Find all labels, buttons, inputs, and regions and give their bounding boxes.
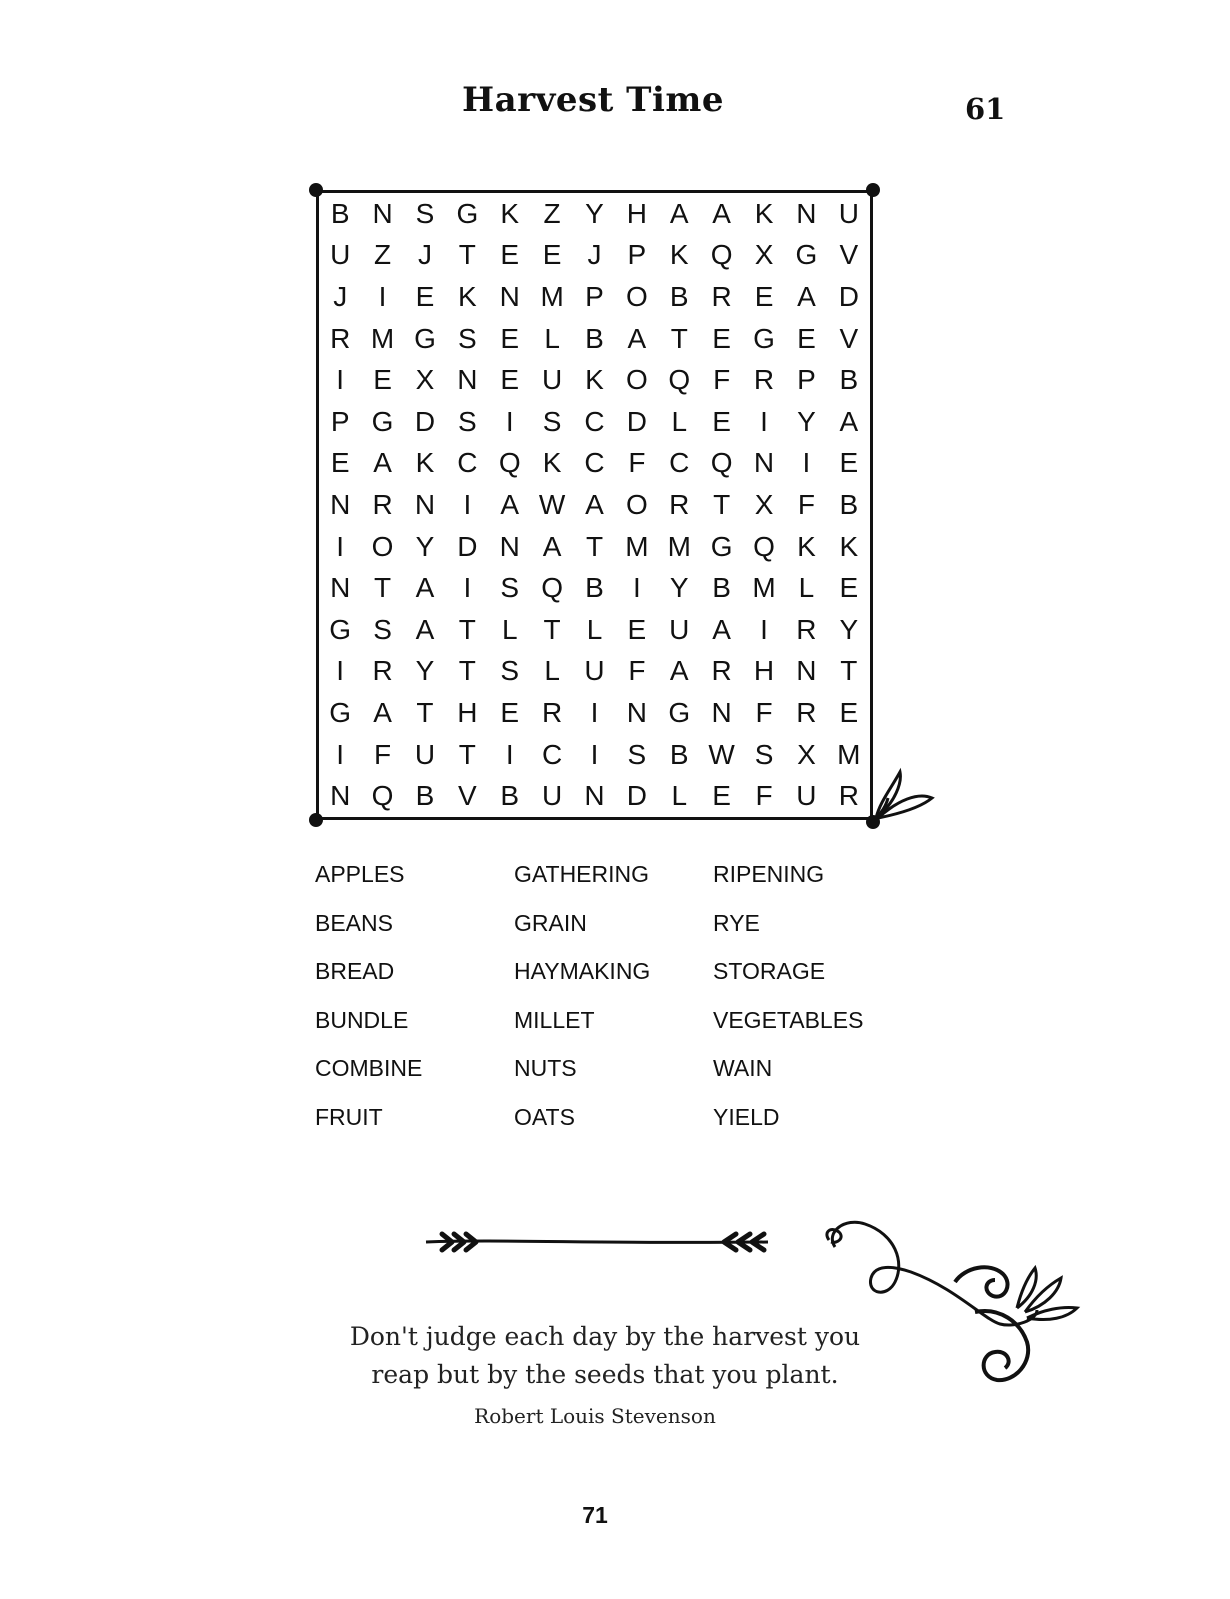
grid-letter: I (336, 530, 345, 562)
grid-letter: S (627, 738, 647, 770)
grid-letter: I (590, 696, 599, 728)
word-list-item: COMBINE (315, 1055, 423, 1082)
grid-letter: G (329, 696, 352, 728)
grid-letter: I (463, 488, 472, 520)
grid-letter: V (457, 780, 477, 812)
grid-letter: D (457, 530, 478, 562)
grid-letter: N (796, 655, 817, 687)
grid-letter: E (500, 364, 520, 396)
grid-letter: R (541, 696, 563, 728)
grid-letter: X (797, 738, 816, 770)
grid-letter: N (457, 364, 478, 396)
grid-letter: I (760, 613, 768, 645)
grid-letter: B (712, 572, 731, 604)
grid-letter: F (755, 780, 773, 812)
grid-letter: S (500, 572, 520, 604)
grid-letter: Q (498, 447, 521, 479)
arrow-divider-ornament (422, 1222, 772, 1262)
grid-letter: U (541, 364, 563, 396)
grid-letter: Y (839, 613, 859, 645)
grid-letter: I (378, 280, 387, 312)
grid-letter: E (627, 613, 647, 645)
grid-letter: H (457, 696, 478, 728)
word-list-item: YIELD (713, 1103, 780, 1130)
grid-letter: T (713, 488, 731, 520)
grid-letter: X (754, 488, 774, 520)
word-list-item: BEANS (315, 909, 393, 936)
grid-letter: N (414, 488, 436, 520)
grid-letter: T (416, 696, 434, 728)
grid-letter: T (543, 613, 561, 645)
grid-letter: C (584, 405, 605, 437)
grid-letter: G (795, 239, 818, 271)
grid-letter: N (711, 696, 732, 728)
grid-letter: K (754, 197, 774, 229)
word-list-item: WAIN (713, 1055, 773, 1082)
grid-letter: G (456, 197, 479, 229)
grid-letter: C (457, 447, 478, 479)
grid-letter: R (711, 655, 732, 687)
word-list-item: RIPENING (713, 861, 825, 887)
grid-letter: W (708, 738, 735, 770)
grid-letter: E (839, 447, 859, 479)
grid-letter: R (669, 488, 690, 520)
grid-letter: T (458, 655, 476, 687)
grid-letter: I (590, 738, 599, 770)
grid-letter: B (669, 280, 689, 312)
grid-letter: E (500, 322, 520, 354)
grid-letter: I (760, 405, 768, 437)
grid-letter: Y (669, 572, 689, 604)
grid-letter: L (544, 322, 560, 354)
grid-letter: N (330, 572, 351, 604)
grid-letter: A (712, 197, 731, 229)
grid-letter: R (330, 322, 351, 354)
grid-letter: E (839, 696, 859, 728)
grid-letter: U (584, 655, 605, 687)
grid-letter: Y (415, 655, 435, 687)
grid-letter: M (837, 738, 861, 770)
grid-letter: O (371, 530, 394, 562)
grid-letter: A (500, 488, 520, 520)
grid-letter: R (753, 364, 775, 396)
grid-letter: T (374, 572, 392, 604)
grid-letter: Q (753, 530, 775, 562)
puzzle-number: 61 (965, 92, 1006, 126)
grid-letter: S (457, 405, 477, 437)
grid-letter: G (668, 696, 691, 728)
grid-letter: L (671, 780, 688, 812)
grid-letter: E (712, 405, 731, 437)
grid-letter: T (670, 322, 688, 354)
grid-letter: Y (585, 197, 604, 229)
grid-letter: K (669, 239, 689, 271)
grid-letter: D (626, 405, 647, 437)
word-list-item: FRUIT (315, 1103, 383, 1130)
grid-letter: T (585, 530, 604, 562)
grid-letter: M (625, 530, 649, 562)
grid-letter: N (753, 447, 775, 479)
grid-letter: W (538, 488, 566, 520)
grid-letter: O (625, 488, 648, 520)
word-list-item: APPLES (315, 861, 405, 887)
grid-letter: Y (415, 530, 435, 562)
grid-letter: I (463, 572, 472, 604)
grid-letter: L (501, 613, 518, 645)
grid-letter: S (373, 613, 392, 645)
grid-letter: Q (541, 572, 563, 604)
grid-letter: K (797, 530, 816, 562)
grid-letter: C (584, 447, 605, 479)
grid-letter: P (330, 405, 350, 437)
grid-letter: Q (371, 780, 394, 812)
grid-letter: A (669, 197, 689, 229)
word-list-item: BREAD (315, 958, 395, 985)
word-list-item: VEGETABLES (713, 1006, 864, 1033)
grid-letter: S (457, 322, 477, 354)
quote-author: Robert Louis Stevenson (474, 1404, 716, 1428)
grid-letter: G (710, 530, 733, 562)
grid-letter: F (755, 696, 773, 728)
grid-letter: Y (797, 405, 816, 437)
grid-letter: D (838, 280, 859, 312)
grid-letter: T (458, 738, 476, 770)
grid-letter: N (499, 280, 520, 312)
grid-letter: X (415, 364, 435, 396)
grid-letter: K (457, 280, 477, 312)
grid-letter: I (336, 364, 345, 396)
grid-letter: L (586, 613, 603, 645)
grid-letter: L (544, 655, 560, 687)
quote-text (300, 1318, 910, 1394)
grid-letter: F (628, 447, 646, 479)
grid-letter: O (625, 280, 648, 312)
grid-letter: A (373, 447, 392, 479)
grid-letter: I (336, 655, 345, 687)
grid-letter: E (839, 572, 859, 604)
grid-letter: A (669, 655, 689, 687)
grid-letter: R (372, 655, 393, 687)
grid-letter: M (370, 322, 395, 354)
grid-letter: B (500, 780, 520, 812)
grid-letter: E (542, 239, 562, 271)
grid-letter: U (330, 239, 351, 271)
grid-letter: E (330, 447, 350, 479)
grid-letter: Z (374, 239, 392, 271)
grid-letter: A (415, 572, 435, 604)
grid-letter: Q (710, 239, 733, 271)
grid-letter: C (669, 447, 690, 479)
grid-letter: G (414, 322, 436, 354)
grid-letter: O (625, 364, 648, 396)
grid-letter: B (330, 197, 350, 229)
grid-letter: U (669, 613, 690, 645)
word-list-item: HAYMAKING (514, 958, 651, 985)
grid-letter: K (415, 447, 435, 479)
grid-letter: N (499, 530, 520, 562)
grid-letter: N (626, 696, 647, 728)
grid-letter: N (796, 197, 817, 229)
grid-letter: S (415, 197, 435, 229)
grid-letter: E (712, 780, 731, 812)
grid-letter: F (628, 655, 646, 687)
grid-letter: K (585, 364, 604, 396)
grid-letter: D (626, 780, 647, 812)
grid-letter: Q (710, 447, 733, 479)
grid-letter: B (585, 572, 604, 604)
grid-letter: M (752, 572, 776, 604)
grid-letter: S (542, 405, 562, 437)
grid-letter: F (797, 488, 815, 520)
word-list (315, 858, 913, 1150)
grid-letter: V (839, 322, 859, 354)
grid-letter: L (671, 405, 688, 437)
grid-letter: U (838, 197, 859, 229)
grid-letter: D (414, 405, 436, 437)
quote-line-2: reap but by the seeds that you plant. (371, 1360, 839, 1389)
grid-letter: P (585, 280, 604, 312)
grid-letter: M (667, 530, 691, 562)
grid-letter: B (839, 364, 859, 396)
grid-letter: G (329, 613, 352, 645)
grid-letter: L (798, 572, 815, 604)
grid-letter: B (839, 488, 859, 520)
quote-line-1: Don't judge each day by the harvest you (349, 1322, 861, 1351)
page-number: 71 (582, 1502, 608, 1528)
grid-letter: F (374, 738, 392, 770)
grid-letter: B (415, 780, 435, 812)
page-title: Harvest Time (462, 80, 724, 120)
grid-letter: A (797, 280, 816, 312)
grid-letter: R (796, 613, 817, 645)
grid-letter: E (754, 280, 774, 312)
grid-letter: P (797, 364, 816, 396)
grid-letter: T (458, 239, 476, 271)
grid-letter: X (754, 239, 774, 271)
grid-letter: A (415, 613, 435, 645)
grid-letter: A (627, 322, 647, 354)
grid-letter: G (753, 322, 775, 354)
grid-letter: U (414, 738, 436, 770)
grid-letter: I (336, 738, 345, 770)
grid-letter: V (839, 239, 859, 271)
grid-letter: I (632, 572, 641, 604)
grid-letter: N (330, 488, 351, 520)
grid-letter: N (584, 780, 605, 812)
grid-letter: N (330, 780, 351, 812)
grid-letter: E (500, 696, 520, 728)
grid-letter: B (585, 322, 604, 354)
grid-letter: J (587, 239, 602, 271)
grid-letter: A (542, 530, 562, 562)
grid-letter: H (753, 655, 775, 687)
grid-letter: R (838, 780, 859, 812)
word-list-item: MILLET (514, 1006, 595, 1033)
word-list-item: STORAGE (713, 958, 826, 985)
grid-letter: I (505, 405, 514, 437)
grid-letter: G (371, 405, 394, 437)
grid-letter: J (333, 280, 348, 312)
grid-letter: E (712, 322, 731, 354)
word-list-item: NUTS (514, 1055, 577, 1082)
grid-letter: R (796, 696, 817, 728)
grid-letter: T (458, 613, 476, 645)
word-list-item: BUNDLE (315, 1006, 409, 1033)
grid-letter: E (373, 364, 392, 396)
grid-letter: K (839, 530, 859, 562)
grid-letter: A (712, 613, 731, 645)
grid-letter: U (541, 780, 563, 812)
grid-letter: R (372, 488, 393, 520)
grid-letter: A (585, 488, 604, 520)
leaf-sprig-ornament (868, 762, 938, 822)
word-search-grid (319, 193, 870, 817)
grid-letter: M (540, 280, 564, 312)
grid-letter: Q (668, 364, 691, 396)
grid-letter: K (542, 447, 562, 479)
grid-letter: B (669, 738, 689, 770)
grid-letter: R (711, 280, 732, 312)
grid-letter: C (541, 738, 563, 770)
word-list-item: GATHERING (514, 861, 650, 887)
grid-letter: T (840, 655, 858, 687)
grid-letter: U (796, 780, 817, 812)
word-list-item: OATS (514, 1103, 575, 1130)
grid-letter: H (626, 197, 647, 229)
word-list-item: RYE (713, 909, 760, 936)
grid-letter: K (500, 197, 520, 229)
grid-letter: N (372, 197, 393, 229)
grid-letter: I (505, 738, 514, 770)
grid-letter: S (500, 655, 520, 687)
word-list-item: GRAIN (514, 909, 587, 936)
grid-letter: F (713, 364, 731, 396)
grid-letter: P (627, 239, 647, 271)
grid-letter: J (417, 239, 432, 271)
grid-letter: A (839, 405, 859, 437)
grid-letter: Z (543, 197, 561, 229)
grid-letter: A (373, 696, 392, 728)
grid-letter: E (500, 239, 520, 271)
grid-letter: S (754, 738, 774, 770)
grid-letter: E (797, 322, 816, 354)
grid-letter: I (802, 447, 811, 479)
grid-letter: E (415, 280, 435, 312)
